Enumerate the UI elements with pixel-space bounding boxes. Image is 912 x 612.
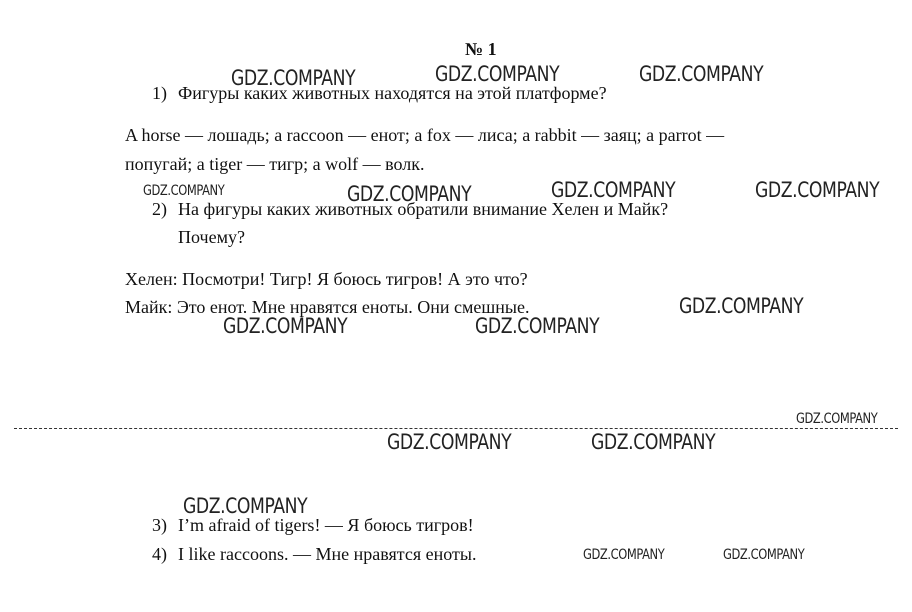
translation-4-text: I like raccoons. — Мне нравятся еноты.	[178, 544, 477, 564]
watermark: GDZ.COMPANY	[143, 183, 225, 199]
translation-4	[152, 543, 476, 565]
watermark: GDZ.COMPANY	[435, 62, 560, 86]
watermark: GDZ.COMPANY	[583, 547, 665, 563]
question-2-text: На фигуры каких животных обратили внимание Хелен и Майк?	[178, 199, 669, 219]
answer-1-line-1: A horse — лошадь; a raccoon — енот; a fox — лиса; a rabbit — заяц; a parrot —	[125, 125, 725, 145]
question-1-text: Фигуры каких животных находятся на этой платформе?	[178, 83, 607, 103]
translation-3-text: I’m afraid of tigers! — Я боюсь тигров!	[178, 515, 474, 535]
watermark: GDZ.COMPANY	[223, 314, 348, 338]
watermark: GDZ.COMPANY	[231, 66, 356, 90]
watermark: GDZ.COMPANY	[796, 411, 878, 427]
watermark: GDZ.COMPANY	[755, 178, 880, 202]
question-2-line-2: Почему?	[178, 227, 245, 247]
watermark: GDZ.COMPANY	[591, 430, 716, 454]
answer-1-line-2: попугай; a tiger — тигр; a wolf — волк.	[125, 154, 425, 174]
answer-2-line-2: Майк: Это енот. Мне нравятся еноты. Они смешные.	[125, 297, 530, 317]
watermark: GDZ.COMPANY	[723, 547, 805, 563]
answer-2-line-1: Хелен: Посмотри! Тигр! Я боюсь тигров! А это что?	[125, 269, 528, 289]
translation-4-number: 4)	[152, 544, 167, 564]
watermark: GDZ.COMPANY	[639, 62, 764, 86]
watermark: GDZ.COMPANY	[551, 178, 676, 202]
translation-3-number: 3)	[152, 515, 167, 535]
watermark: GDZ.COMPANY	[387, 430, 512, 454]
dashed-divider	[14, 428, 898, 429]
watermark: GDZ.COMPANY	[183, 494, 308, 518]
exercise-number: № 1	[465, 39, 497, 59]
watermark: GDZ.COMPANY	[347, 182, 472, 206]
question-1-number: 1)	[152, 83, 167, 103]
watermark: GDZ.COMPANY	[679, 294, 804, 318]
question-2-number: 2)	[152, 199, 167, 219]
watermark: GDZ.COMPANY	[475, 314, 600, 338]
